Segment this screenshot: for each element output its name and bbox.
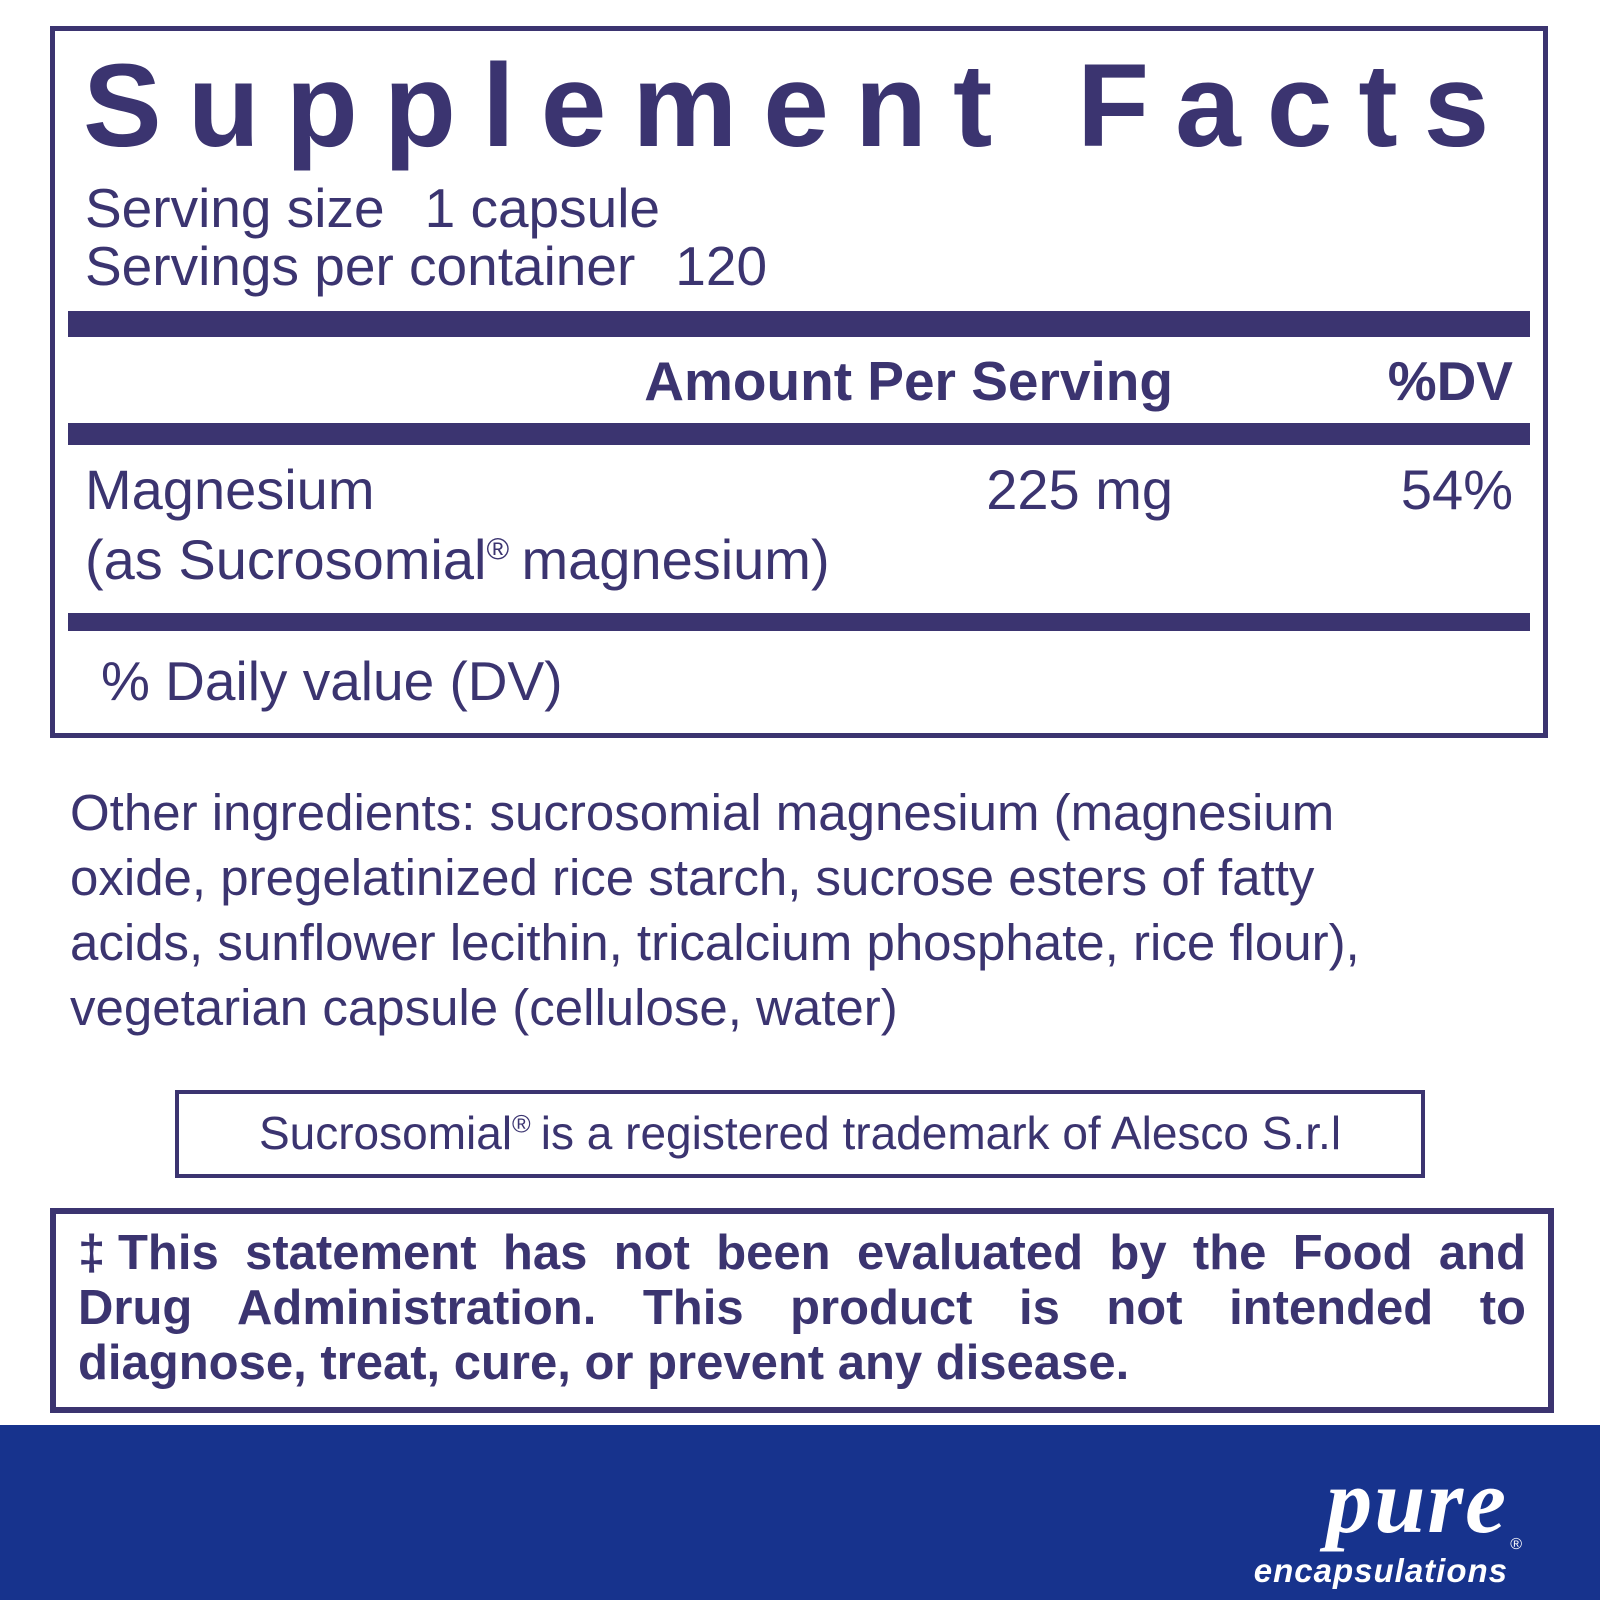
brand-footer-bar: [0, 1425, 1600, 1600]
nutrient-source-line: [85, 529, 1513, 591]
servings-per-container-line: [85, 234, 1513, 297]
disclaimer-line: Drug Administration. This product is not intended to: [78, 1280, 1526, 1335]
logo-brand-subname: encapsulations: [1253, 1551, 1508, 1589]
other-ingredients-line: acids, sunflower lecithin, tricalcium phosphate, rice flour),: [70, 913, 1360, 971]
column-header-row: [85, 351, 1513, 411]
registered-trademark-symbol: ®: [1510, 1536, 1522, 1553]
daily-value-footnote: % Daily value (DV): [101, 649, 563, 712]
divider-bar-top: [68, 311, 1530, 337]
nutrient-name: Magnesium: [85, 457, 375, 521]
nutrient-row-magnesium: [85, 459, 1513, 521]
supplement-facts-panel: [50, 26, 1548, 738]
nutrient-amount: 225 mg: [986, 457, 1173, 521]
amount-per-serving-header: Amount Per Serving: [644, 349, 1173, 412]
other-ingredients-line: oxide, pregelatinized rice starch, sucrose esters of fatty: [70, 848, 1315, 906]
divider-bar-middle: [68, 423, 1530, 445]
trademark-suffix: is a registered trademark of Alesco S.r.l: [540, 1106, 1342, 1159]
trademark-notice: [175, 1090, 1425, 1178]
other-ingredients: [70, 780, 1544, 1040]
nutrient-source-suffix: magnesium): [521, 527, 830, 591]
disclaimer-line: ‡This statement has not been evaluated by the Food and: [78, 1225, 1526, 1280]
servings-per-container-value: 120: [675, 234, 768, 297]
serving-size-value: 1 capsule: [424, 176, 661, 239]
nutrient-dv: 54%: [1400, 457, 1513, 521]
servings-per-container-label: Servings per container: [85, 234, 636, 297]
percent-dv-header: %DV: [1387, 349, 1513, 412]
other-ingredients-line: Other ingredients: sucrosomial magnesium (magnesium: [70, 783, 1335, 841]
fda-disclaimer: [50, 1208, 1554, 1413]
registered-trademark-symbol: ®: [486, 531, 510, 567]
facts-title: Supplement Facts: [83, 40, 1516, 172]
trademark-prefix: Sucrosomial: [258, 1106, 513, 1159]
serving-size-label: Serving size: [85, 176, 385, 239]
nutrient-source-prefix: (as Sucrosomial: [85, 527, 487, 591]
divider-bar-bottom: [68, 613, 1530, 631]
logo-brand-name: pure: [1326, 1450, 1508, 1552]
pure-encapsulations-logo: [1253, 1450, 1522, 1589]
serving-size-line: [85, 176, 1513, 239]
registered-trademark-symbol: ®: [512, 1110, 531, 1139]
other-ingredients-line: vegetarian capsule (cellulose, water): [70, 978, 898, 1036]
disclaimer-line: diagnose, treat, cure, or prevent any disease.: [78, 1335, 1130, 1390]
